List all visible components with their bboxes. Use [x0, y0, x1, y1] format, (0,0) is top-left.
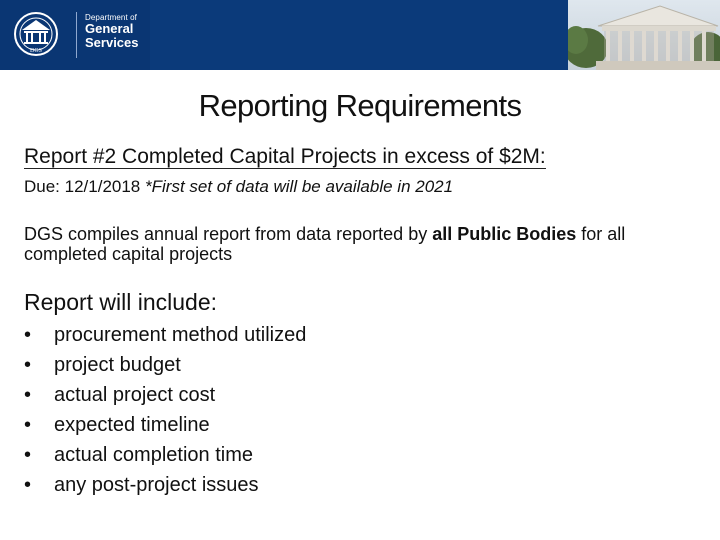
include-heading: Report will include: — [24, 289, 218, 315]
list-item-text: expected timeline — [54, 414, 210, 436]
due-date: Due: 12/1/2018 — [24, 177, 141, 196]
bullet-icon: • — [24, 414, 32, 436]
due-line — [24, 177, 453, 197]
list-item-text: procurement method utilized — [54, 324, 307, 346]
seal-text: DGS — [29, 48, 43, 54]
list-item — [24, 442, 306, 472]
logo-divider — [76, 12, 77, 58]
list-item — [24, 412, 306, 442]
capitol-building-photo — [568, 0, 720, 70]
due-note: *First set of data will be available in 2021 — [145, 177, 454, 196]
list-item — [24, 322, 306, 352]
bullet-icon: • — [24, 324, 32, 346]
list-item — [24, 382, 306, 412]
report-heading — [24, 145, 546, 169]
agency-line-3: Services — [85, 35, 139, 51]
list-item — [24, 352, 306, 382]
list-item-text: actual completion time — [54, 444, 253, 466]
list-item-text: any post-project issues — [54, 474, 259, 496]
compiles-bold: all Public Bodies — [432, 224, 577, 244]
compiles-text-start: DGS compiles annual report from data reported by — [24, 224, 433, 244]
bullet-icon: • — [24, 384, 32, 406]
report-heading-text: Report #2 Completed Capital Projects in excess of $2M: — [24, 145, 546, 168]
list-item — [24, 472, 306, 502]
capitol-seal-icon — [14, 10, 58, 58]
bullet-icon: • — [24, 474, 32, 496]
bullet-icon: • — [24, 444, 32, 466]
agency-line-2: General — [85, 21, 134, 37]
header-banner — [0, 0, 720, 70]
compiles-text-end: for all completed capital projects — [24, 224, 626, 264]
slide-title: Reporting Requirements — [198, 88, 522, 123]
include-list — [24, 322, 306, 502]
compiles-paragraph — [24, 224, 704, 264]
agency-name — [85, 14, 139, 50]
agency-logo — [0, 0, 150, 70]
list-item-text: project budget — [54, 354, 181, 376]
bullet-icon: • — [24, 354, 32, 376]
agency-line-1: Department of — [85, 13, 137, 22]
list-item-text: actual project cost — [54, 384, 216, 406]
